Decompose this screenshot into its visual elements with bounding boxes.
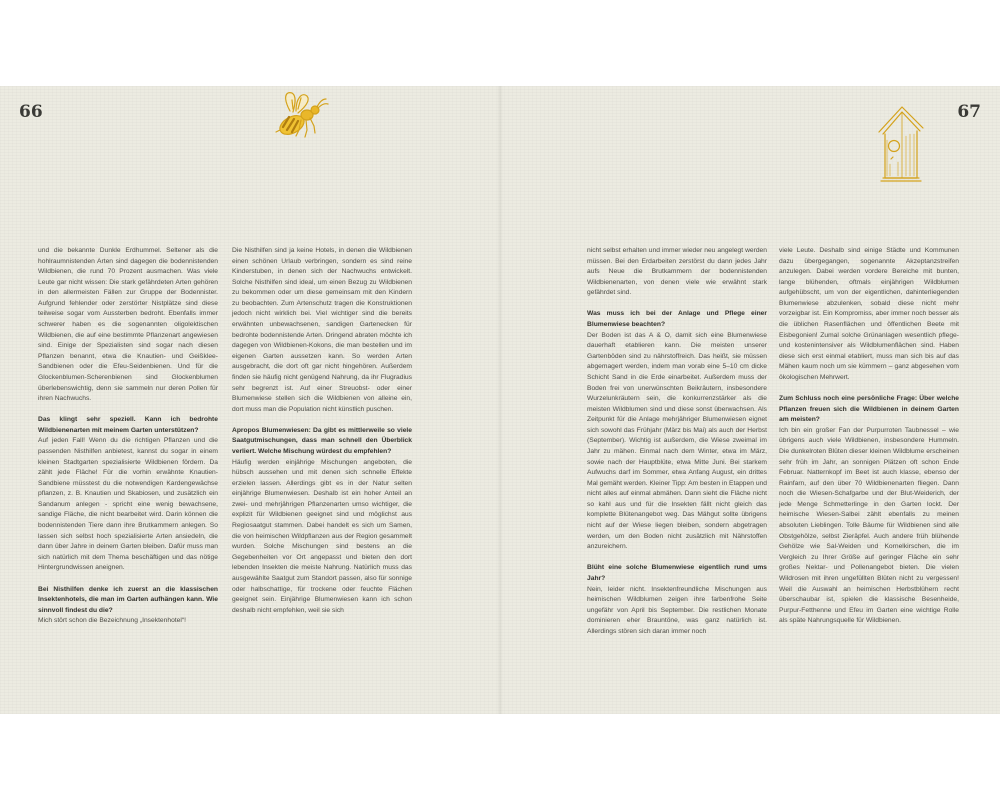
body-paragraph: viele Leute. Deshalb sind einige Städte und Kommunen dazu übergegangen, sogenannte Akzeptanzstreifen anzulegen. Dabei werden vordere Bereiche mit bunten, lange blühenden, oftmals einjährigen Wildblumen aufgehübscht, um von der eigentlichen, dahinterliegenden Blumenwiese abzulenken, sobald diese nicht mehr vorzeigbar ist. Ein Kompromiss, aber immer noch besser als die üblichen Rasenflächen und öffentlichen Beete mit Eisbegonien! Zumal solche Grünanlagen wesentlich pflege- und kostenintensiver als Wildblumenflächen sind. Haben diese sich erst einmal etabliert, muss man sich bis auf das Mähen kaum noch um sie kümmern – ganz abgesehen vom ökologischen Mehrwert.: [779, 247, 959, 381]
text-column-3: [587, 246, 767, 637]
book-gutter: [497, 86, 503, 714]
body-paragraph: und die bekannte Dunkle Erdhummel. Seltener als die hohlraumnistenden Arten sind dagegen die bodennistenden Wildbienen, die rund 70 Prozent ausmachen. Was viele Leute gar nicht wissen: Die stark gefährdeten Arten gehören in den allermeisten Fällen zur Gruppe der Bodennister. Aufgrund fehlender oder zerstörter Nistplätze sind diese teilweise sogar vom Aussterben bedroht. Ebenfalls immer schwerer haben es die sogenannten oligolektischen Wildbienen, die auf eine bestimmte Pflanzenart angewiesen sind. Einige der Spezialisten sind sogar nach diesen Pflanzen benannt, etwa die Knautien- und Geißklee-Sandbienen oder die Efeu-Seidenbienen. Und für die Glockenblumen-Scherenbienen sind Glockenblumen überlebenswichtig, denn sie sammeln nur deren Pollen für ihren Nachwuchs.: [38, 247, 218, 403]
body-paragraph: Nein, leider nicht. Insektenfreundliche Mischungen aus heimischen Wildblumen zeigen ihre farbenfrohe Seite ungefähr von April bis September. Die restlichen Monate dominieren eher Brauntöne, was ganz natürlich ist. Allerdings stören sich daran immer noch: [587, 585, 767, 635]
book-spread: [0, 86, 1000, 714]
interview-question: Bei Nisthilfen denke ich zuerst an die klassischen Insektenhotels, die man im Garten aufhängen kann. Wie sinnvoll findest du die?: [38, 585, 218, 614]
interview-question: Was muss ich bei der Anlage und Pflege einer Blumenwiese beachten?: [587, 310, 767, 329]
body-paragraph: Häufig werden einjährige Mischungen angeboten, die hübsch aussehen und mit denen sich schnelle Effekte erzielen lassen. Allerdings gibt es in der Natur selten einjährige Blumenwiesen. Deshalb ist ein hoher Anteil an zwei- und mehrjährigen Pflanzenarten umso wichtiger, die explizit für Wildbienen geeignet sind und möglichst aus Regiosaatgut stammen. Dabei handelt es sich um Samen, die von heimischen Wildpflanzen aus der Region gesammelt wurden. Solche Mischungen sind bestens an die Gegebenheiten vor Ort angepasst und bieten den dort lebenden Insekten die meiste Nahrung. Natürlich muss das ausgewählte Saatgut zum Standort passen, also für sonnige oder halbschattige, für trockene oder feuchte Flächen geeignet sein. Einjährige Blumenwiesen kann ich schon deshalb nicht empfehlen, weil sie sich: [232, 458, 412, 614]
body-paragraph: Der Boden ist das A & O, damit sich eine Blumenwiese dauerhaft etablieren kann. Die meisten unserer Gartenböden sind zu nährstoffreich. Das heißt, sie müssen abgemagert werden, indem man vorab eine 5–10 cm dicke Schicht Sand in die Erde einarbeitet. Außerdem muss der Boden frei von unerwünschten Beikräutern, insbesondere Wurzelunkräutern sein, die konkurrenzstärker als die meisten Wildblumen sind und diese sonst überwachsen. Als Zeitpunkt für die Anlage mehrjähriger Blumenwiesen eignet sich sowohl das Frühjahr (März bis Mai) als auch der Herbst (September). Wichtig ist außerdem, die Wiese zweimal im Jahr zu mähen. Einmal nach dem Winter, etwa im März, sowie nach der Hauptblüte, etwa Mitte Juni. Bei starkem Aufwuchs darf im Sommer, etwa Anfang August, ein drittes Mal gemäht werden. Kleiner Tipp: Am besten in Etappen und nicht alles auf einmal abmähen. Dann sieht die Fläche nicht so kahl aus und für die Insekten fällt nicht gleich das komplette Blütenangebot weg. Das Mähgut sollte übrigens nicht auf der Wiese liegen bleiben, sondern abgetragen werden, um den Boden nicht zusätzlich mit Nährstoffen anzureichern.: [587, 331, 767, 551]
body-paragraph: nicht selbst erhalten und immer wieder neu angelegt werden müssen. Bei den Erdarbeiten zerstörst du dann jedes Jahr aufs Neue die Brutkammern der bodennistenden Wildbienenarten, von denen viele wie erwähnt stark gefährdet sind.: [587, 247, 767, 297]
body-paragraph: Ich bin ein großer Fan der Purpurroten Taubnessel – wie übrigens auch viele Wildbienen, insbesondere Hummeln. Die dunkelroten Blüten dieser kleinen Wildblume erscheinen sehr früh im Jahr, an sonnigen Plätzen oft schon Ende Februar. Natternkopf im Beet ist auch klasse, ebenso der Rainfarn, auf den über 70 Wildbienenarten fliegen. Dann noch die Wiesen-Schafgarbe und der Blut-Weiderich, der jede Menge Schmetterlinge in den Garten lockt. Der heimische Wiesen-Salbei zählt ebenfalls zu meinen absoluten Lieblingen. Tolle Bäume für Wildbienen sind alle Obstgehölze, selbst Zieräpfel. Auch andere früh blühende Gehölze wie Sal-Weiden und Kornelkirschen, die im Vergleich zu Ihrer Größe auf geringer Fläche ein sehr großes Nektar- und Pollenangebot bieten. Die vielen Wildrosen mit ihren ungefüllten Blüten nicht zu vergessen! Weil die Auswahl an heimischen Herbstblühern recht überschaubar ist, spielen die klassische Besenheide, Purpur-Fetthenne und Efeu im Garten eine wichtige Rolle als späte Nahrungsquelle für Wildbienen.: [779, 426, 959, 625]
bee-icon: [268, 90, 330, 144]
interview-question: Das klingt sehr speziell. Kann ich bedrohte Wildbienenarten mit meinem Garten unterstützen?: [38, 416, 218, 434]
text-column-1: [38, 246, 218, 627]
text-column-4: [779, 246, 959, 627]
interview-question: Zum Schluss noch eine persönliche Frage: Über welche Pflanzen freuen sich die Wildbienen in deinem Garten am meisten?: [779, 395, 959, 424]
body-paragraph: Mich stört schon die Bezeichnung „Insektenhotel“!: [38, 617, 186, 625]
interview-question: Apropos Blumenwiesen: Da gibt es mittlerweile so viele Saatgutmischungen, dass man schnell den Überblick verliert. Welche Mischung würdest du empfehlen?: [232, 426, 412, 455]
body-paragraph: Die Nisthilfen sind ja keine Hotels, in denen die Wildbienen einen schönen Urlaub verbringen, sondern es sind reine Kinderstuben, in denen sich der Nachwuchs entwickelt. Solche Nisthilfen sind ideal, um einen Bezug zu Wildbienen zu bekommen oder um diese gemeinsam mit den Kindern zu beobachten. Zum Artenschutz tragen die Konstruktionen jedoch nicht wirklich bei. Viel wichtiger sind die bereits erwähnten unbewachsenen, sandigen Gartenecken für bedrohte bodennistende Arten. Dringend abraten möchte ich dagegen von Wildbienen-Kokons, die man bestellen und im eigenen Garten aussetzen kann. So werden Arten ausgebracht, die dort oft gar nicht hingehören. Außerdem finden sie häufig nicht genügend Nahrung, da ihr Flugradius sehr begrenzt ist. Auf einer Streuobst- oder einer Blumenwiese stellen sich die Wildbienen von alleine ein, dort muss man die Population nicht künstlich puschen.: [232, 247, 412, 413]
page-number-right: 67: [957, 102, 981, 122]
body-paragraph: Auf jeden Fall! Wenn du die richtigen Pflanzen und die passenden Nisthilfen anbietest, kannst du sogar in einem kleinen Stadtgarten spezialisierte Wildbienen fördern. Da zählt jede Fläche! Für die vorhin erwähnte Knautien-Sandbiene müsstest du die notwendigen Kardengewächse pflanzen, z. B. Knautien und Skabiosen, und zusätzlich ein Sandanum anlegen - spricht eine wenig bewachsene, sandige Fläche, die nicht bearbeitet wird. Darin können die bodennistenden Tiere dann ihre Brutkammern anlegen. So lassen sich selbst hoch spezialisierte Arten ansiedeln, die dann über Jahre in deinem Garten bleiben. Dafür muss man sich natürlich mit dem Thema beschäftigen und das nötige Hintergrundwissen aneignen.: [38, 437, 218, 572]
text-column-2: [232, 246, 412, 616]
page-number-left: 66: [19, 102, 43, 122]
birdhouse-icon: [876, 104, 926, 182]
interview-question: Blüht eine solche Blumenwiese eigentlich rund ums Jahr?: [587, 564, 767, 582]
